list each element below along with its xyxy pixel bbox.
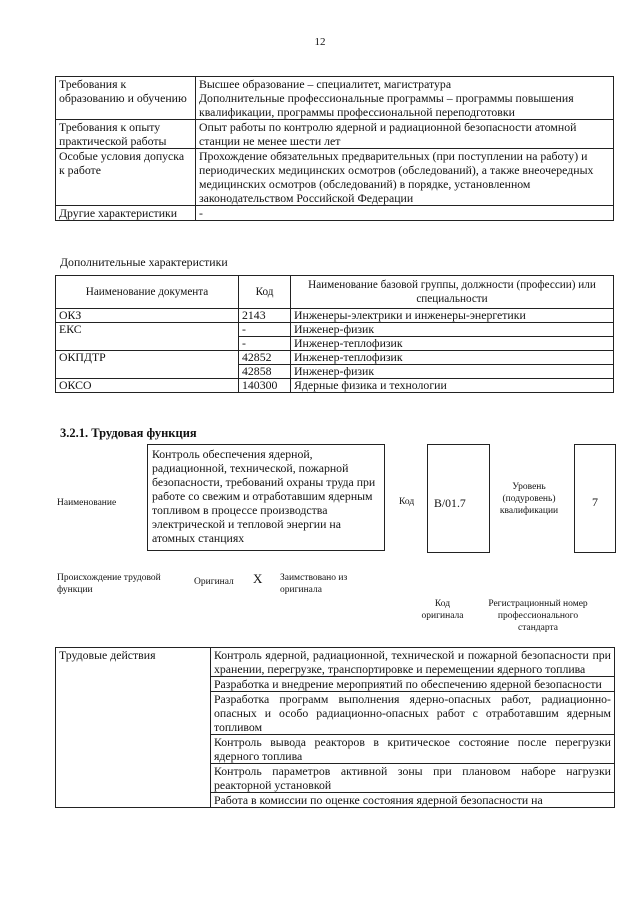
cell-name: Инженер-физик bbox=[291, 365, 614, 379]
row-label: Требования к опыту практической работы bbox=[56, 120, 196, 149]
labor-action-item: Разработка программ выполнения ядерно-опасных работ, радиационно-опасных и особо радиационно-опасных работ с отработавшим ядерным топливом bbox=[211, 692, 615, 735]
labor-action-item: Контроль ядерной, радиационной, технической и пожарной безопасности при хранении, перегрузке, транспортировке и перемещении ядерного топлива bbox=[211, 648, 615, 677]
level-value: 7 bbox=[592, 495, 598, 509]
origin-label: Происхождение трудовой функции bbox=[57, 573, 161, 595]
section-title: 3.2.1. Трудовая функция bbox=[60, 426, 197, 440]
cell-name: Инженер-теплофизик bbox=[291, 337, 614, 351]
function-name: Контроль обеспечения ядерной, радиационной, технической, пожарной безопасности, требований охраны труда при работе со свежим и отработавшим ядерным топливом в процессе производства электрической и тепловой энергии на атомных станциях bbox=[147, 444, 385, 551]
header-name: Наименование базовой группы, должности (профессии) или специальности bbox=[291, 276, 614, 309]
function-name-label: Наименование bbox=[57, 498, 117, 508]
additional-table bbox=[55, 275, 614, 393]
labor-actions-table bbox=[55, 647, 615, 808]
row-value bbox=[196, 77, 614, 120]
cell-code: - bbox=[239, 323, 291, 337]
cell-doc: ОКСО bbox=[56, 379, 239, 393]
row-label: Требования к образованию и обучению bbox=[56, 77, 196, 120]
cell-name: Инженеры-электрики и инженеры-энергетики bbox=[291, 309, 614, 323]
original-mark: X bbox=[253, 571, 263, 586]
table-row bbox=[56, 77, 614, 120]
row-value: Прохождение обязательных предварительных (при поступлении на работу) и периодических медицинских осмотров (обследований), а также внеочередных медицинских осмотров (обследований) в порядке, установленном законодательством Российской Федерации bbox=[196, 149, 614, 206]
cell-name: Ядерные физика и технологии bbox=[291, 379, 614, 393]
row-label: Другие характеристики bbox=[56, 206, 196, 221]
table-row bbox=[56, 206, 614, 221]
cell-doc: ОКПДТР bbox=[56, 351, 239, 379]
borrowed-label: Заимствовано из оригинала bbox=[280, 573, 348, 595]
function-code-label: Код bbox=[399, 497, 415, 507]
table-row bbox=[56, 120, 614, 149]
row-value: - bbox=[196, 206, 614, 221]
function-code-box bbox=[427, 444, 490, 553]
table-row bbox=[56, 648, 615, 677]
cell-code: 2143 bbox=[239, 309, 291, 323]
additional-title: Дополнительные характеристики bbox=[60, 255, 228, 269]
row-value-line: Дополнительные профессиональные программы – программы повышения квалификации, программы профессиональной переподготовки bbox=[199, 91, 574, 119]
labor-action-item: Контроль вывода реакторов в критическое состояние после перегрузки ядерного топлива bbox=[211, 735, 615, 764]
row-label: Особые условия допуска к работе bbox=[56, 149, 196, 206]
code-original-label: Код оригинала bbox=[421, 599, 464, 621]
table-row bbox=[56, 309, 614, 323]
labor-action-item: Контроль параметров активной зоны при плановом наборе нагрузки реакторной установкой bbox=[211, 764, 615, 793]
labor-action-item: Работа в комиссии по оценке состояния ядерной безопасности на bbox=[211, 793, 615, 808]
cell-code: 42852 bbox=[239, 351, 291, 365]
row-value-line: Высшее образование – специалитет, магистратура bbox=[199, 77, 452, 91]
function-code: B/01.7 bbox=[434, 496, 466, 510]
cell-doc: ОКЗ bbox=[56, 309, 239, 323]
cell-code: - bbox=[239, 337, 291, 351]
cell-doc: ЕКС bbox=[56, 323, 239, 351]
labor-actions-label: Трудовые действия bbox=[56, 648, 211, 808]
table-row bbox=[56, 149, 614, 206]
level-box bbox=[574, 444, 616, 553]
table-row bbox=[56, 323, 614, 337]
header-doc: Наименование документа bbox=[56, 276, 239, 309]
cell-name: Инженер-теплофизик bbox=[291, 351, 614, 365]
reg-number-label: Регистрационный номер профессионального стандарта bbox=[488, 599, 588, 633]
level-label: Уровень (подуровень) квалификации bbox=[499, 482, 559, 516]
cell-name: Инженер-физик bbox=[291, 323, 614, 337]
table-header-row bbox=[56, 276, 614, 309]
table-row bbox=[56, 351, 614, 365]
requirements-table bbox=[55, 76, 614, 221]
cell-code: 42858 bbox=[239, 365, 291, 379]
cell-code: 140300 bbox=[239, 379, 291, 393]
page-number: 12 bbox=[314, 36, 326, 48]
row-value: Опыт работы по контролю ядерной и радиационной безопасности атомной станции не менее шести лет bbox=[196, 120, 614, 149]
labor-action-item: Разработка и внедрение мероприятий по обеспечению ядерной безопасности bbox=[211, 677, 615, 692]
original-label: Оригинал bbox=[194, 577, 234, 587]
table-row bbox=[56, 379, 614, 393]
header-code: Код bbox=[239, 276, 291, 309]
